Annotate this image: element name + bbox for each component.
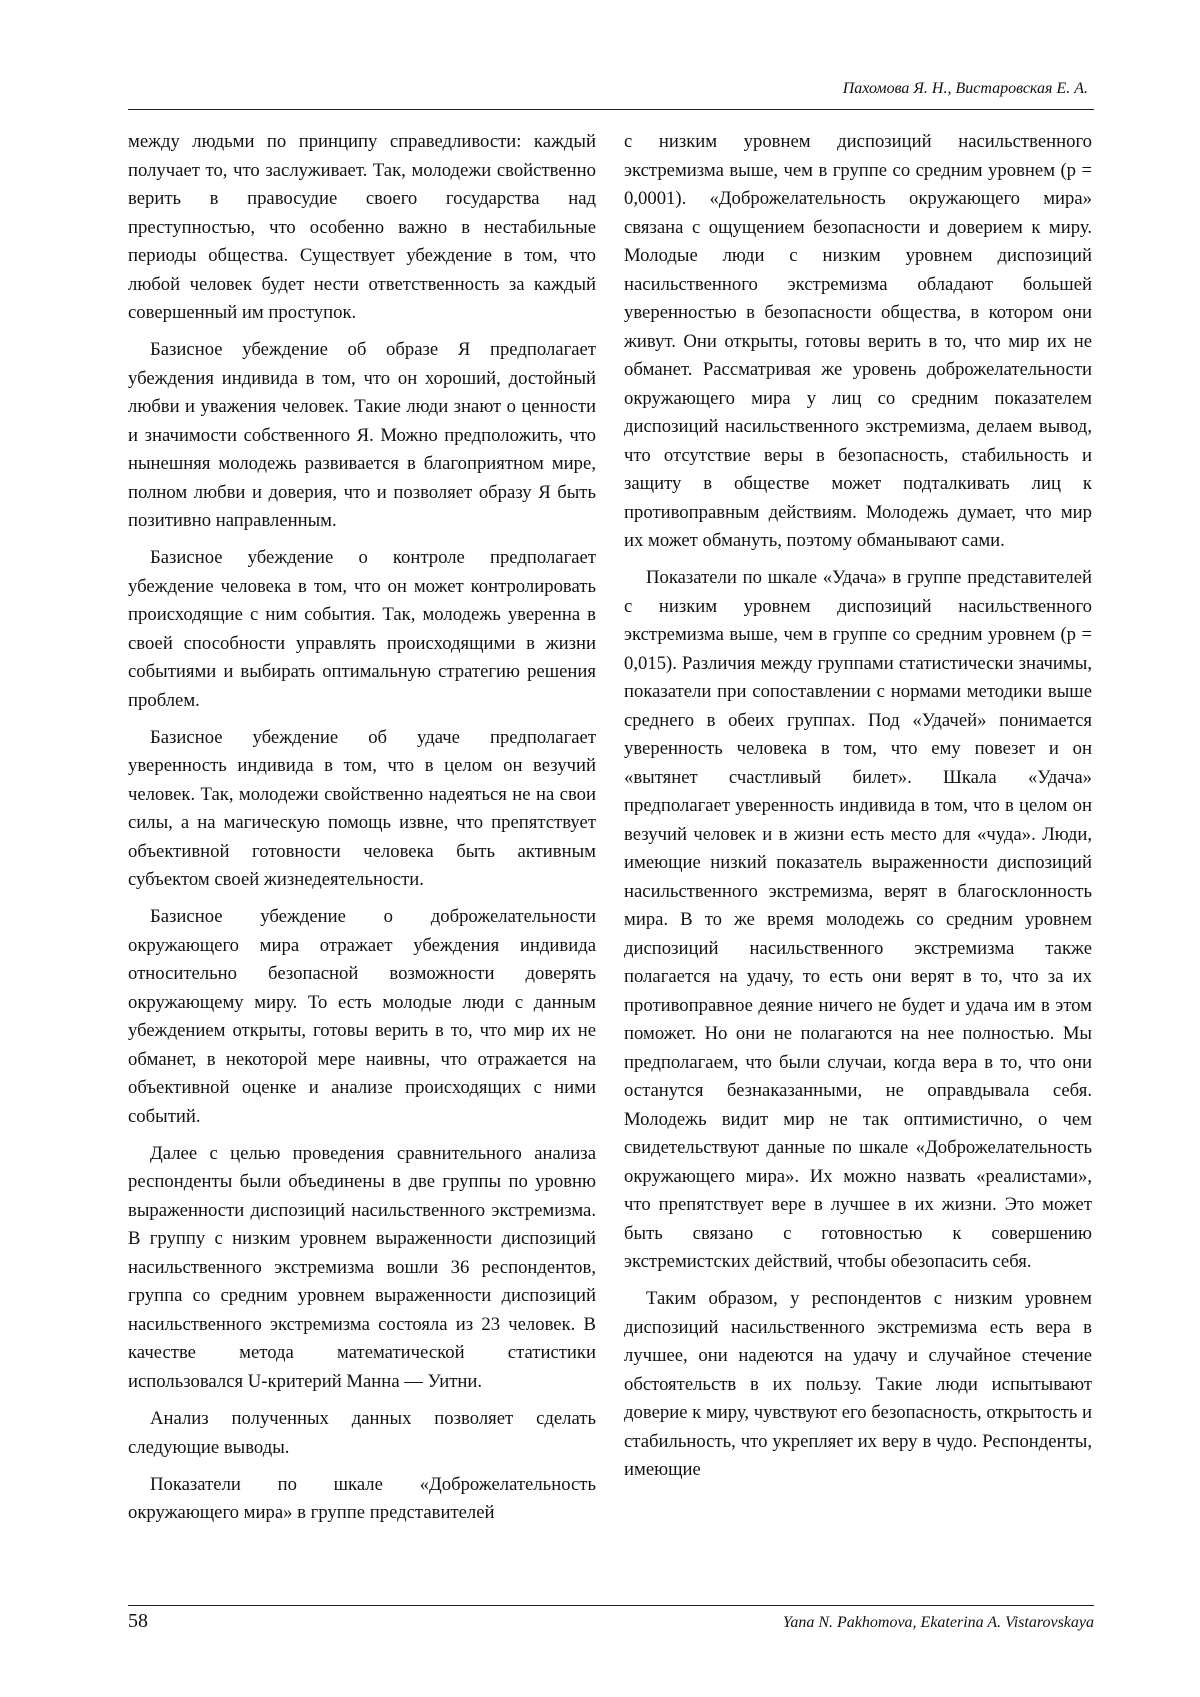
left-column [128, 128, 596, 1528]
page-number: 58 [128, 1610, 148, 1632]
paragraph: Показатели по шкале «Доброжелательность окружающего мира» в группе представителей [128, 1473, 596, 1524]
paragraph: Показатели по шкале «Удача» в группе представителей с низким уровнем диспозиций насильственного экстремизма выше, чем в группе со средним уровнем (p = 0,015). Различия между группами статистически значимы, показатели при сопоставлении с нормами методики выше среднего в обеих группах. Под «Удачей» понимается уверенность человека в том, что ему повезет и он «вытянет счастливый билет». Шкала «Удача» предполагает уверенность индивида в том, что в целом он везучий человек и в жизни есть место для «чуда». Люди, имеющие низкий показатель выраженности диспозиций насильственного экстремизма, верят в благосклонность мира. В то же время молодежь со средним уровнем диспозиций насильственного экстремизма также полагается на удачу, то есть они верят в то, что за их противоправное деяние ничего не будет и удача им в этом поможет. Но они не полагаются на нее полностью. Мы предполагаем, что были случаи, когда вера в то, что они останутся безнаказанными, не оправдывала себя. Молодежь видит мир не так оптимистично, о чем свидетельствуют данные по шкале «Доброжелательность окружающего мира». Их можно назвать «реалистами», что препятствует вере в лучшее в их жизни. Это может быть связано с готовностью к совершению экстремистских действий, чтобы обезопасить себя. [624, 567, 1092, 1273]
footer-divider [128, 1605, 1094, 1606]
paragraph: между людьми по принципу справедливости: каждый получает то, что заслуживает. Так, молодежи свойственно верить в правосудие своего государства над преступностью, что особенно важно в нестабильные периоды общества. Существует убеждение в том, что любой человек будет нести ответственность за каждый совершенный им проступок. [128, 131, 596, 323]
paragraph: Анализ полученных данных позволяет сделать следующие выводы. [128, 1408, 596, 1458]
paragraph: с низким уровнем диспозиций насильственного экстремизма выше, чем в группе со средним уровнем (p = 0,0001). «Доброжелательность окружающего мира» связана с ощущением безопасности и доверием к миру. Молодые люди с низким уровнем диспозиций насильственного экстремизма обладают большей уверенностью в безопасности общества, в котором они живут. Они открыты, готовы верить в то, что мир их не обманет. Рассматривая же уровень доброжелательности окружающего мира у лиц со средним показателем диспозиций насильственного экстремизма, делаем вывод, что отсутствие веры в безопасность, стабильность и защиту в обществе может подталкивать лиц к противоправным действиям. Молодежь думает, что мир их может обмануть, поэтому обманывают сами. [624, 131, 1092, 551]
footer-authors: Yana N. Pakhomova, Ekaterina A. Vistarovskaya [782, 1614, 1094, 1631]
running-title: Пахомова Я. Н., Вистаровская Е. А. [842, 80, 1088, 97]
paragraph: Далее с целью проведения сравнительного анализа респонденты были объединены в две группы по уровню выраженности диспозиций насильственного экстремизма. В группу с низким уровнем выраженности диспозиций насильственного экстремизма вошли 36 респондентов, группа со средним уровнем выраженности диспозиций насильственного экстремизма состояла из 23 человек. В качестве метода математической статистики использовался U-критерий Манна — Уитни. [128, 1142, 596, 1392]
paragraph: Базисное убеждение об удаче предполагает уверенность индивида в том, что в целом он везучий человек. Так, молодежи свойственно надеяться не на свои силы, а на магическую помощь извне, что препятствует объективной готовности человека быть активным субъектом своей жизнедеятельности. [128, 726, 596, 891]
paragraph: Таким образом, у респондентов с низким уровнем диспозиций насильственного экстремизма есть вера в лучшее, они надеются на удачу и случайное стечение обстоятельств в их пользу. Такие люди испытывают доверие к миру, чувствуют его безопасность, открытость и стабильность, что укрепляет их веру в чудо. Респонденты, имеющие [624, 1288, 1092, 1481]
right-column [624, 128, 1092, 1485]
paragraph: Базисное убеждение об образе Я предполагает убеждения индивида в том, что он хороший, достойный любви и уважения человек. Такие люди знают о ценности и значимости собственного Я. Можно предположить, что нынешняя молодежь развивается в благоприятном мире, полном любви и доверия, что и позволяет образу Я быть позитивно направленным. [128, 339, 596, 532]
paragraph: Базисное убеждение о доброжелательности окружающего мира отражает убеждения индивида относительно безопасной возможности доверять окружающему миру. То есть молодые люди с данным убеждением открыты, готовы верить в то, что мир их не обманет, в некоторой мере наивны, что отражается на объективной оценке и анализе происходящих с ними событий. [128, 906, 596, 1127]
paragraph: Базисное убеждение о контроле предполагает убеждение человека в том, что он может контролировать происходящие с ним события. Так, молодежь уверенна в своей способности управлять происходящими в жизни событиями и выбирать оптимальную стратегию решения проблем. [128, 547, 596, 711]
running-header [128, 80, 1094, 110]
